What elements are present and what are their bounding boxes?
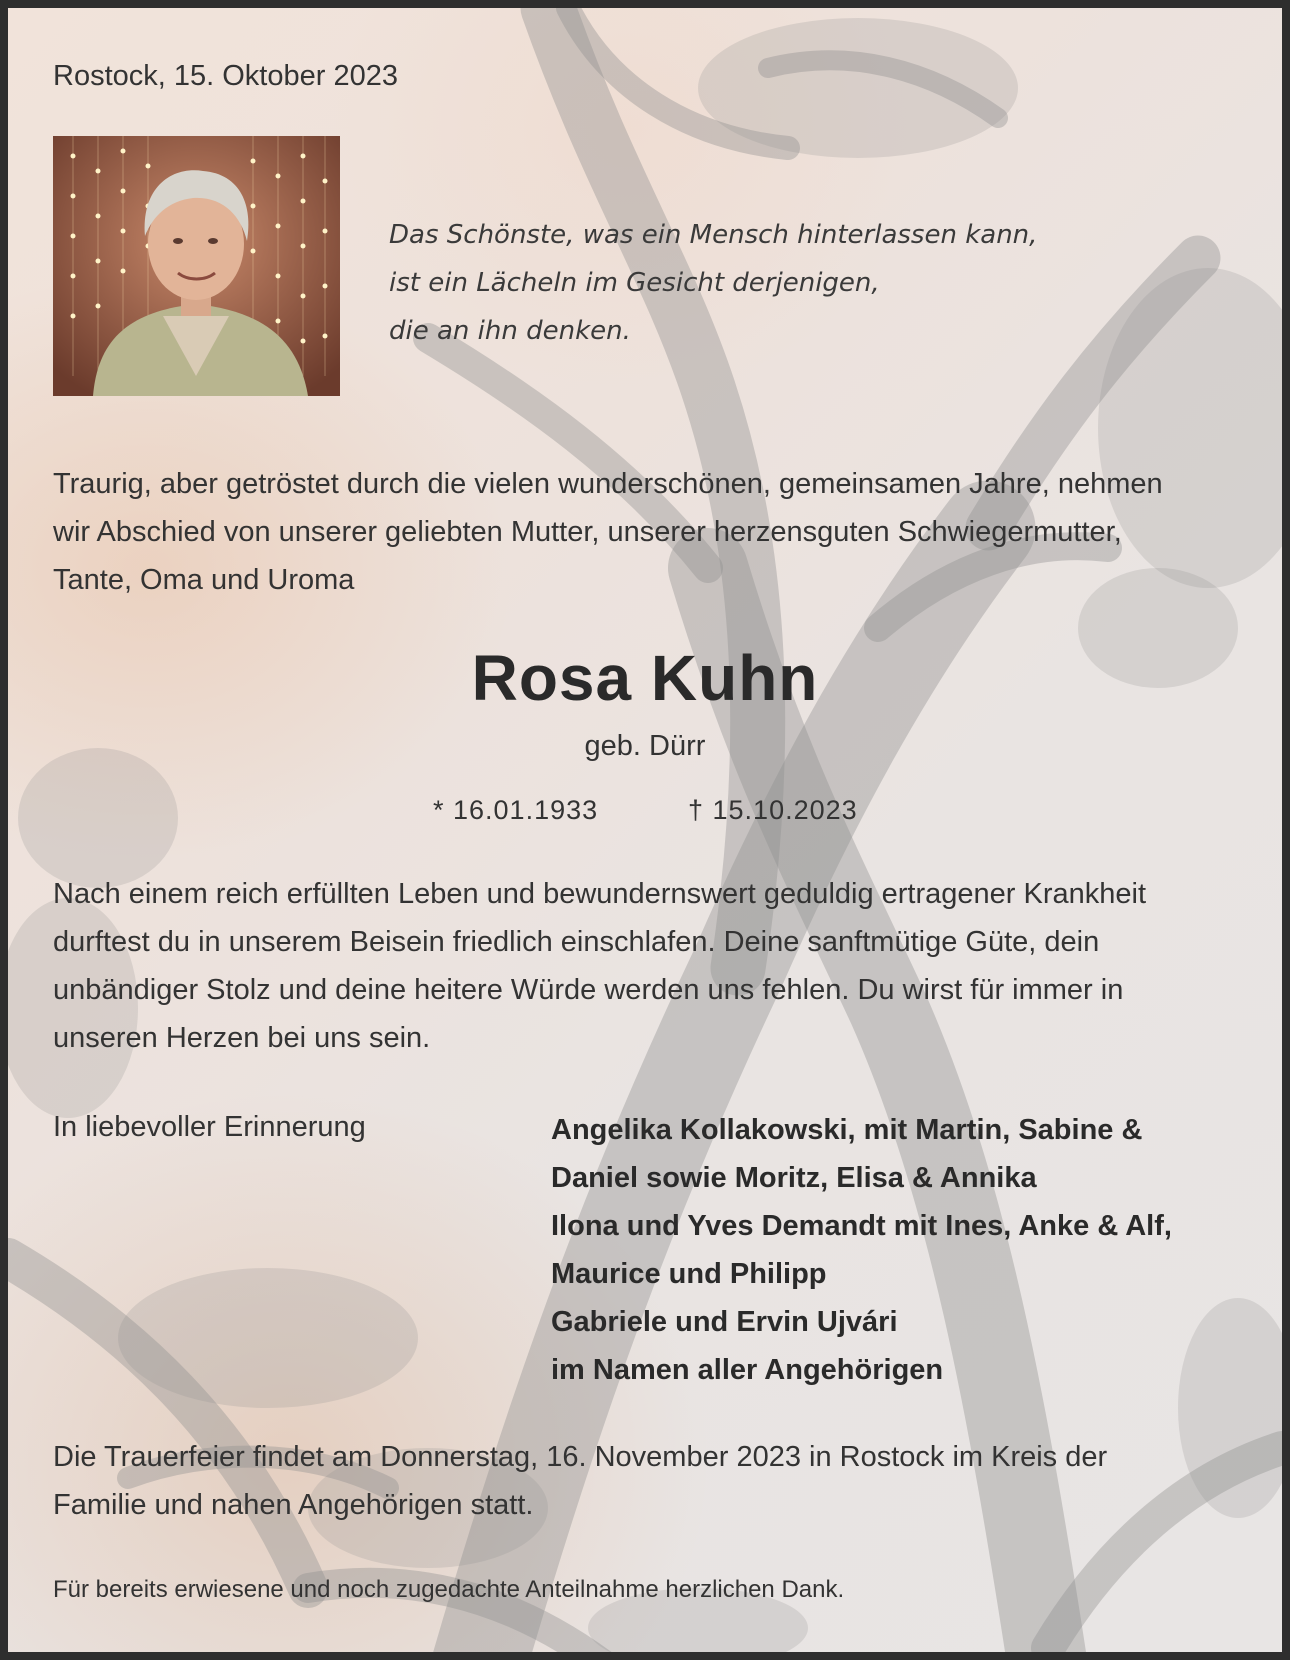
portrait-photo: [53, 136, 340, 396]
mourner-line: Maurice und Philipp: [551, 1258, 827, 1290]
mourner-line: Ilona und Yves Demandt mit Ines, Anke & Alf,: [551, 1210, 1172, 1242]
mourners-list: [551, 1106, 1172, 1394]
obituary-page: [8, 8, 1282, 1652]
life-line: durftest du in unserem Beisein friedlich einschlafen. Deine sanftmütige Güte, dein: [53, 926, 1100, 958]
mourner-line: Angelika Kollakowski, mit Martin, Sabine &: [551, 1114, 1143, 1146]
intro-line: wir Abschied von unserer geliebten Mutter, unserer herzensguten Schwiegermutter,: [53, 516, 1122, 548]
mourner-line: Gabriele und Ervin Ujvári: [551, 1306, 898, 1338]
intro-line: Traurig, aber getröstet durch die vielen wunderschönen, gemeinsamen Jahre, nehmen: [53, 468, 1163, 500]
death-date: † 15.10.2023: [688, 795, 858, 825]
quote-line: ist ein Lächeln im Gesicht derjenigen,: [389, 268, 880, 298]
quote-line: die an ihn denken.: [389, 316, 631, 346]
service-line: Die Trauerfeier findet am Donnerstag, 16. November 2023 in Rostock im Kreis der: [53, 1441, 1108, 1473]
life-paragraph: [53, 870, 1146, 1062]
life-line: Nach einem reich erfüllten Leben und bewundernswert geduldig ertragener Krankheit: [53, 878, 1147, 910]
service-line: Familie und nahen Angehörigen statt.: [53, 1489, 534, 1521]
memory-label: In liebevoller Erinnerung: [53, 1111, 366, 1143]
birth-name: geb. Dürr: [584, 730, 706, 762]
life-line: unbändiger Stolz und deine heitere Würde werden uns fehlen. Du wirst für immer in: [53, 974, 1124, 1006]
birth-date: * 16.01.1933: [433, 795, 599, 825]
mourner-line: Daniel sowie Moritz, Elisa & Annika: [551, 1162, 1037, 1194]
service-paragraph: [53, 1433, 1107, 1529]
mourner-line: im Namen aller Angehörigen: [551, 1354, 944, 1386]
quote-line: Das Schönste, was ein Mensch hinterlassen kann,: [389, 220, 1038, 250]
deceased-name: Rosa Kuhn: [471, 642, 819, 714]
intro-line: Tante, Oma und Uroma: [53, 564, 355, 596]
memorial-quote: [389, 211, 1037, 355]
intro-paragraph: [53, 460, 1163, 604]
dateline: Rostock, 15. Oktober 2023: [53, 60, 398, 92]
thanks-note: Für bereits erwiesene und noch zugedachte Anteilnahme herzlichen Dank.: [53, 1576, 845, 1603]
life-line: unseren Herzen bei uns sein.: [53, 1022, 431, 1054]
